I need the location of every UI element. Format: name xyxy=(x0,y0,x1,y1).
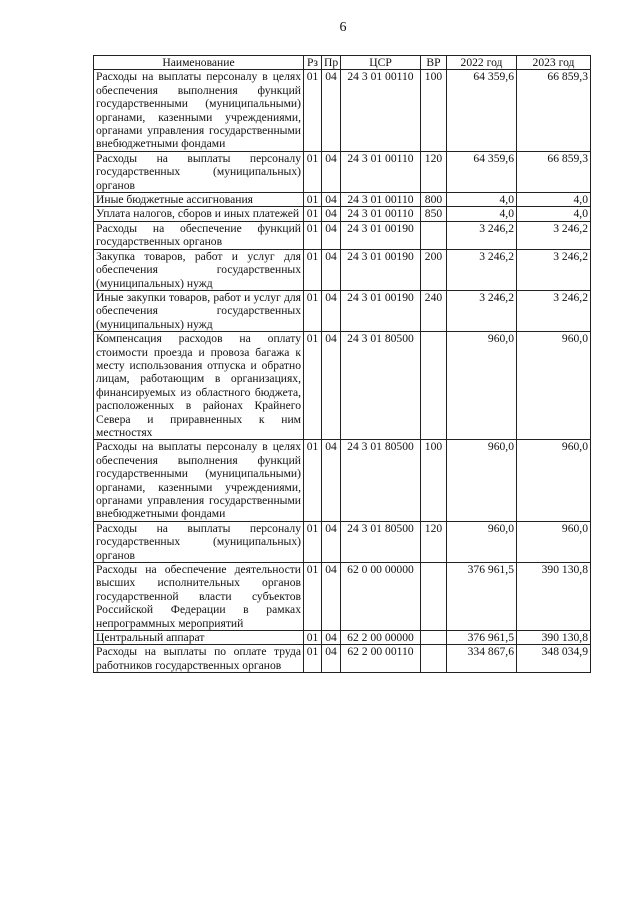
row-2022: 376 961,5 xyxy=(447,631,517,645)
row-2023: 390 130,8 xyxy=(517,563,591,631)
row-rz: 01 xyxy=(304,70,322,151)
row-2022: 3 246,2 xyxy=(447,249,517,290)
row-csr: 24 3 01 00190 xyxy=(341,290,421,331)
row-vr: 240 xyxy=(421,290,447,331)
row-vr: 120 xyxy=(421,151,447,192)
row-pr: 04 xyxy=(322,221,341,249)
row-pr: 04 xyxy=(322,193,341,207)
row-csr: 24 3 01 00190 xyxy=(341,221,421,249)
row-rz: 01 xyxy=(304,151,322,192)
row-2022: 3 246,2 xyxy=(447,290,517,331)
row-name: Расходы на обеспечение функций государственных органов xyxy=(94,221,304,249)
row-vr xyxy=(421,563,447,631)
row-2023: 4,0 xyxy=(517,207,591,221)
table-row xyxy=(94,332,591,440)
row-name: Иные бюджетные ассигнования xyxy=(94,193,304,207)
header-2022: 2022 год xyxy=(447,56,517,70)
row-2023: 348 034,9 xyxy=(517,645,591,673)
row-rz: 01 xyxy=(304,521,322,562)
row-name: Иные закупки товаров, работ и услуг для обеспечения государственных (муниципальных) нужд xyxy=(94,290,304,331)
row-name: Расходы на выплаты персоналу в целях обеспечения выполнения функций государственными (муниципальными) органами, казенными учреждениями, органами управления государственными внебюджетными фондами xyxy=(94,440,304,521)
row-pr: 04 xyxy=(322,151,341,192)
row-pr: 04 xyxy=(322,521,341,562)
row-vr: 850 xyxy=(421,207,447,221)
row-name: Расходы на выплаты персоналу в целях обеспечения выполнения функций государственными (муниципальными) органами, казенными учреждениями, органами управления государственными внебюджетными фондами xyxy=(94,70,304,151)
row-rz: 01 xyxy=(304,290,322,331)
row-2023: 960,0 xyxy=(517,521,591,562)
row-name: Расходы на выплаты персоналу государственных (муниципальных) органов xyxy=(94,151,304,192)
row-2022: 4,0 xyxy=(447,193,517,207)
row-rz: 01 xyxy=(304,563,322,631)
table-row xyxy=(94,440,591,521)
row-2022: 4,0 xyxy=(447,207,517,221)
header-name: Наименование xyxy=(94,56,304,70)
row-rz: 01 xyxy=(304,332,322,440)
row-2022: 960,0 xyxy=(447,440,517,521)
row-pr: 04 xyxy=(322,440,341,521)
row-2023: 960,0 xyxy=(517,440,591,521)
row-vr xyxy=(421,221,447,249)
row-vr xyxy=(421,631,447,645)
row-pr: 04 xyxy=(322,645,341,673)
table-row xyxy=(94,631,591,645)
row-pr: 04 xyxy=(322,563,341,631)
row-name: Центральный аппарат xyxy=(94,631,304,645)
row-vr xyxy=(421,332,447,440)
row-csr: 24 3 01 00110 xyxy=(341,151,421,192)
table-row xyxy=(94,207,591,221)
row-csr: 24 3 01 00110 xyxy=(341,207,421,221)
row-vr: 100 xyxy=(421,70,447,151)
header-2023: 2023 год xyxy=(517,56,591,70)
row-name: Расходы на выплаты персоналу государственных (муниципальных) органов xyxy=(94,521,304,562)
row-2022: 376 961,5 xyxy=(447,563,517,631)
row-csr: 24 3 01 00110 xyxy=(341,193,421,207)
row-name: Расходы на выплаты по оплате труда работников государственных органов xyxy=(94,645,304,673)
row-csr: 62 0 00 00000 xyxy=(341,563,421,631)
budget-table xyxy=(93,55,591,673)
table-row xyxy=(94,151,591,192)
header-csr: ЦСР xyxy=(341,56,421,70)
row-csr: 24 3 01 80500 xyxy=(341,521,421,562)
row-name: Уплата налогов, сборов и иных платежей xyxy=(94,207,304,221)
row-2022: 64 359,6 xyxy=(447,151,517,192)
page-number: 6 xyxy=(339,20,347,35)
row-pr: 04 xyxy=(322,207,341,221)
row-csr: 62 2 00 00000 xyxy=(341,631,421,645)
row-2022: 64 359,6 xyxy=(447,70,517,151)
table-row xyxy=(94,221,591,249)
row-pr: 04 xyxy=(322,631,341,645)
row-2022: 334 867,6 xyxy=(447,645,517,673)
row-2022: 960,0 xyxy=(447,332,517,440)
header-vr: ВР xyxy=(421,56,447,70)
row-2023: 390 130,8 xyxy=(517,631,591,645)
table-row xyxy=(94,193,591,207)
row-2023: 66 859,3 xyxy=(517,70,591,151)
table-row xyxy=(94,290,591,331)
header-rz: Рз xyxy=(304,56,322,70)
row-rz: 01 xyxy=(304,221,322,249)
row-rz: 01 xyxy=(304,440,322,521)
row-pr: 04 xyxy=(322,332,341,440)
row-pr: 04 xyxy=(322,249,341,290)
row-csr: 24 3 01 00110 xyxy=(341,70,421,151)
row-vr: 100 xyxy=(421,440,447,521)
row-2023: 4,0 xyxy=(517,193,591,207)
row-rz: 01 xyxy=(304,631,322,645)
table-row xyxy=(94,645,591,673)
row-pr: 04 xyxy=(322,70,341,151)
row-2023: 3 246,2 xyxy=(517,221,591,249)
row-vr: 120 xyxy=(421,521,447,562)
row-vr: 200 xyxy=(421,249,447,290)
row-name: Закупка товаров, работ и услуг для обеспечения государственных (муниципальных) нужд xyxy=(94,249,304,290)
row-2023: 66 859,3 xyxy=(517,151,591,192)
row-vr: 800 xyxy=(421,193,447,207)
table-row xyxy=(94,521,591,562)
row-name: Компенсация расходов на оплату стоимости проезда и провоза багажа к месту использования отпуска и обратно лицам, работающим в организациях, финансируемых из областного бюджета, расположенных в районах Крайнего Севера и приравненных к ним местностях xyxy=(94,332,304,440)
header-pr: Пр xyxy=(322,56,341,70)
row-vr xyxy=(421,645,447,673)
row-2022: 3 246,2 xyxy=(447,221,517,249)
row-rz: 01 xyxy=(304,645,322,673)
row-2023: 3 246,2 xyxy=(517,290,591,331)
row-csr: 24 3 01 80500 xyxy=(341,332,421,440)
row-2023: 3 246,2 xyxy=(517,249,591,290)
row-name: Расходы на обеспечение деятельности высших исполнительных органов государственной власти субъектов Российской Федерации в рамках непрограммных мероприятий xyxy=(94,563,304,631)
table-row xyxy=(94,249,591,290)
row-csr: 24 3 01 80500 xyxy=(341,440,421,521)
table-row xyxy=(94,563,591,631)
row-2022: 960,0 xyxy=(447,521,517,562)
row-2023: 960,0 xyxy=(517,332,591,440)
table-row xyxy=(94,70,591,151)
row-csr: 62 2 00 00110 xyxy=(341,645,421,673)
row-csr: 24 3 01 00190 xyxy=(341,249,421,290)
row-pr: 04 xyxy=(322,290,341,331)
row-rz: 01 xyxy=(304,193,322,207)
row-rz: 01 xyxy=(304,249,322,290)
row-rz: 01 xyxy=(304,207,322,221)
table-header-row xyxy=(94,56,591,70)
